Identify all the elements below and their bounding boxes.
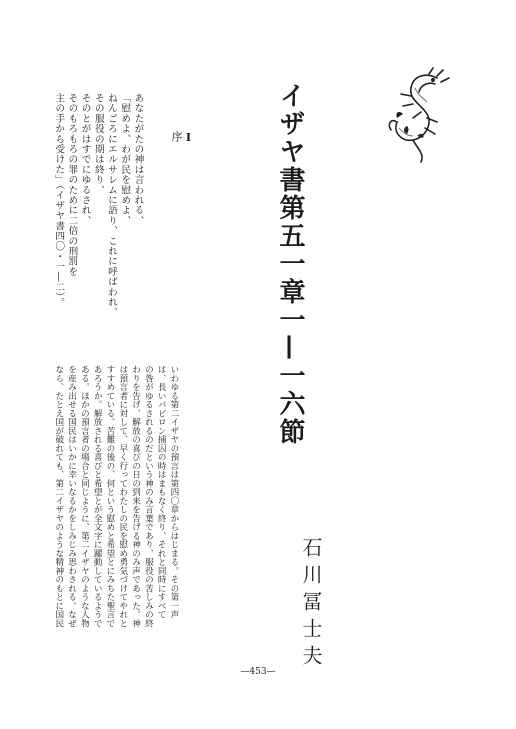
epigraph xyxy=(52,93,144,317)
section-heading xyxy=(170,122,206,159)
body-line: は預言者に対して、早く行ってわたしの民を慰め勇気づけてやれと xyxy=(117,365,128,628)
body-line: の咎がゆるされるのだという神のみ言葉であり、服役の苦しみの終 xyxy=(143,365,154,628)
epigraph-line: ねんごろにエルサレムに語り、これに呼ばわれ、 xyxy=(106,93,118,318)
section-number: Ⅰ xyxy=(182,131,195,145)
dragon-ornament-icon xyxy=(377,66,455,166)
body-line: は、長いバビロン捕囚の時はまもなく終り、それと同時にすべて xyxy=(156,365,167,619)
body-text xyxy=(52,365,180,628)
body-line: いわゆる第二イザヤの預言は第四〇章からはじまる。その第一声 xyxy=(168,365,179,619)
body-line: あろうか。解放される喜びと希望とが全文字に躍動しているようで xyxy=(92,365,103,628)
epigraph-line: 「慰めよ、わが民を慰めよ、 xyxy=(119,93,131,226)
body-line: を産み出せる国民はいかに幸いなるかをしみじみ思わされる。なぜ xyxy=(66,365,77,628)
epigraph-line: そのもろもろの罪のために二倍の刑罰を xyxy=(66,93,78,277)
body-line: なら、たとえ国が破れても、第二イザヤのような精神のもとに国民 xyxy=(53,365,64,628)
epigraph-line: その服役の期は終り、 xyxy=(92,93,104,195)
body-line: すすめている。苦難の後の、何という慰めと希望とにみちた聖言で xyxy=(104,365,115,628)
article-title: イザヤ書第五一章一—一六節 xyxy=(275,82,305,446)
body-line: ある。ほかの預言者の場合と同じように、第二イザヤのような人物 xyxy=(79,365,90,628)
epigraph-line: そのとがはすでにゆるされ、 xyxy=(79,93,91,226)
body-line: わりを告げ、解放の喜びの日の到来を告げる神のみ声であった。神 xyxy=(130,365,141,628)
page-number: —453— xyxy=(240,667,276,677)
author-name: 石川冨士夫 xyxy=(299,537,323,672)
epigraph-line: あなたがたの神は言われる、 xyxy=(132,93,144,226)
epigraph-line: 主の手から受けた」（イザヤ書四〇・一―二）。 xyxy=(53,93,65,308)
section-label: 序 xyxy=(170,131,183,143)
